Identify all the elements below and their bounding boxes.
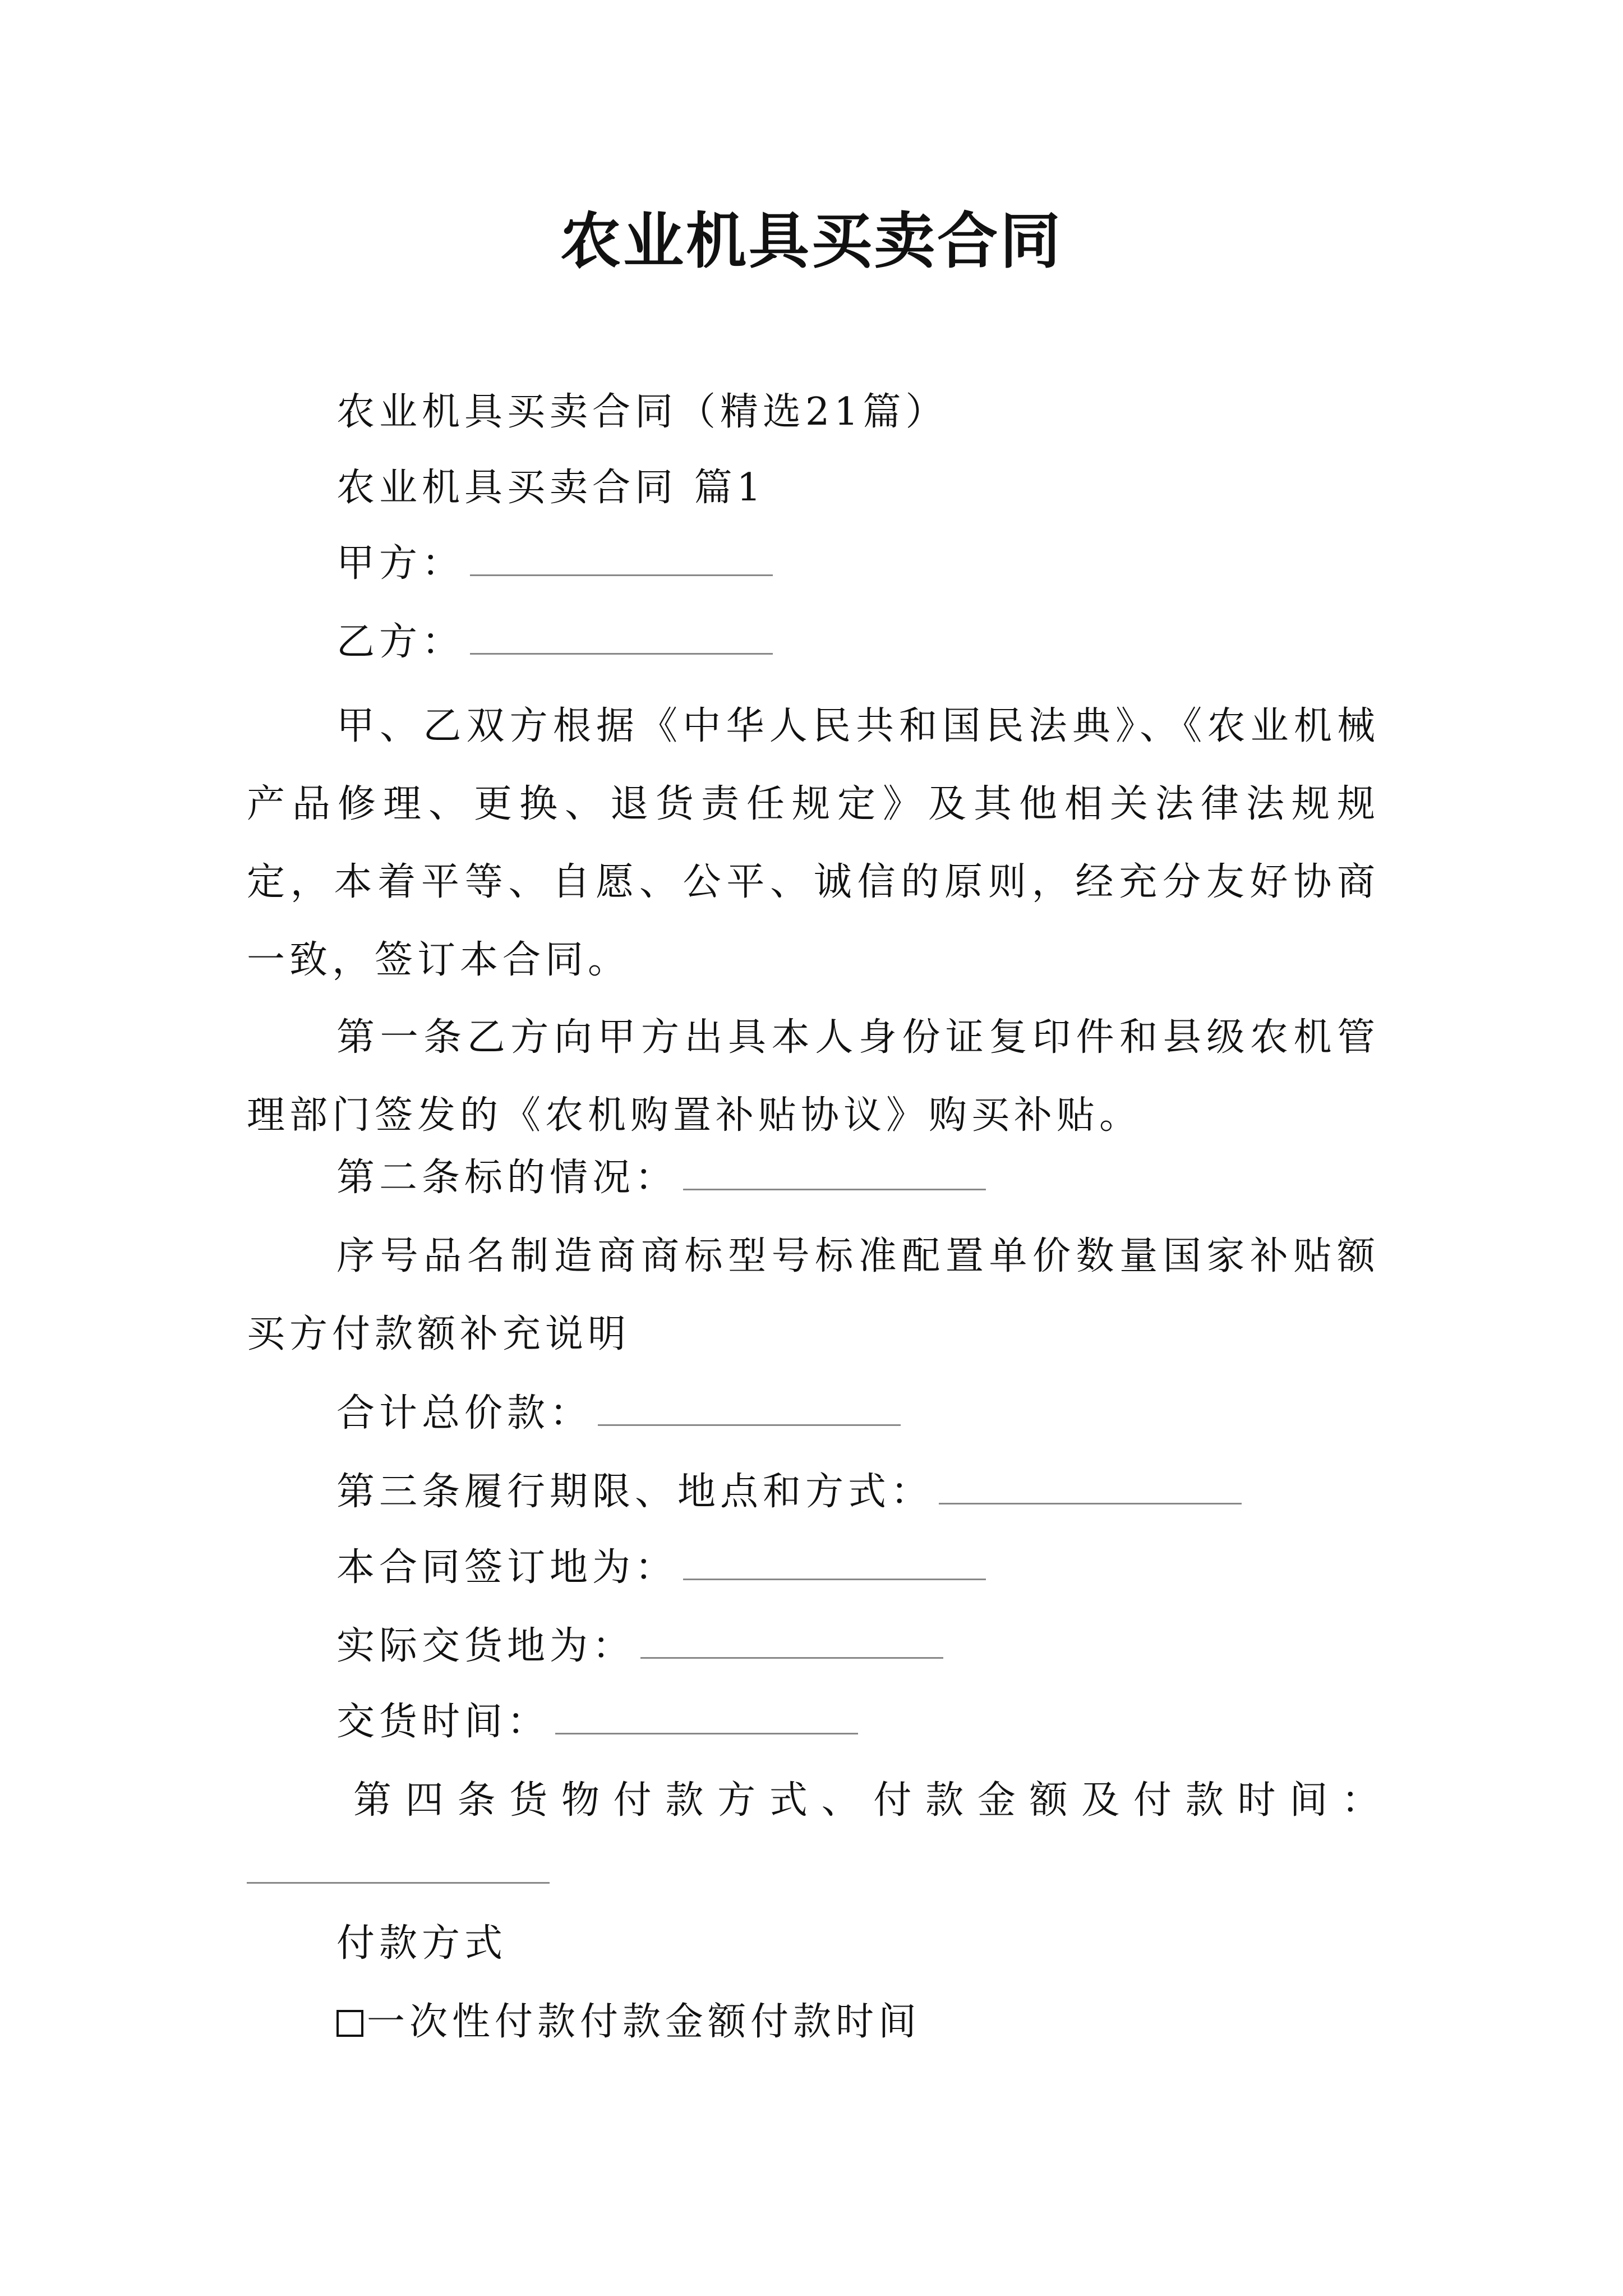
party-a-line — [336, 539, 773, 589]
article-4-blank — [247, 1882, 550, 1884]
one-time-payment-label: 一次性付款付款金额付款时间 — [367, 2000, 921, 2044]
party-b-blank — [470, 651, 773, 655]
article-1-paragraph: 第一条乙方向甲方出具本人身份证复印件和县级农机管理部门签发的《农机购置补贴协议》购买补贴。 — [247, 1015, 1380, 1138]
delivery-time-line — [336, 1697, 858, 1747]
checkbox-icon[interactable] — [336, 2010, 363, 2037]
delivery-place-line — [336, 1621, 943, 1672]
party-b-label: 乙方： — [336, 620, 465, 664]
document-title: 农业机具买卖合同 — [560, 206, 1063, 277]
one-time-payment-line — [336, 1997, 921, 2047]
article-2-blank — [683, 1186, 986, 1190]
payment-method-label: 付款方式 — [336, 1921, 508, 1966]
article-2-label: 第二条标的情况： — [336, 1156, 678, 1200]
delivery-time-blank — [555, 1731, 858, 1734]
table-header-paragraph: 序号品名制造商商标型号标准配置单价数量国家补贴额买方付款额补充说明 — [247, 1234, 1380, 1356]
signing-place-label: 本合同签订地为： — [336, 1545, 678, 1590]
signing-place-blank — [683, 1576, 986, 1580]
article-3-line — [336, 1467, 1242, 1517]
party-a-blank — [470, 572, 773, 576]
article-3-label: 第三条履行期限、地点和方式： — [336, 1470, 934, 1514]
total-price-line — [336, 1388, 901, 1439]
total-price-label: 合计总价款： — [336, 1391, 593, 1435]
article-2-line — [336, 1153, 986, 1203]
delivery-place-label: 实际交货地为： — [336, 1624, 635, 1668]
section-heading-text: 农业机具买卖合同 篇1 — [336, 466, 766, 510]
party-a-label: 甲方： — [336, 541, 465, 586]
intro-paragraph: 甲、乙双方根据《中华人民共和国民法典》、《农业机械产品修理、更换、退货责任规定》及其他相关法律法规规定，本着平等、自愿、公平、诚信的原则，经充分友好协商一致，签订本合同。 — [247, 704, 1380, 982]
total-price-blank — [598, 1422, 901, 1426]
payment-method-line — [336, 1918, 507, 1969]
article-4-line: 第四条货物付款方式、付款金额及付款时间： — [353, 1778, 1380, 1823]
party-b-line — [336, 617, 773, 668]
delivery-place-blank — [640, 1655, 943, 1659]
subtitle-text: 农业机具买卖合同（精选21篇） — [336, 390, 948, 434]
delivery-time-label: 交货时间： — [336, 1700, 550, 1744]
document-subtitle — [336, 387, 948, 438]
section-heading — [336, 463, 766, 513]
article-3-blank — [939, 1501, 1242, 1504]
signing-place-line — [336, 1543, 986, 1593]
